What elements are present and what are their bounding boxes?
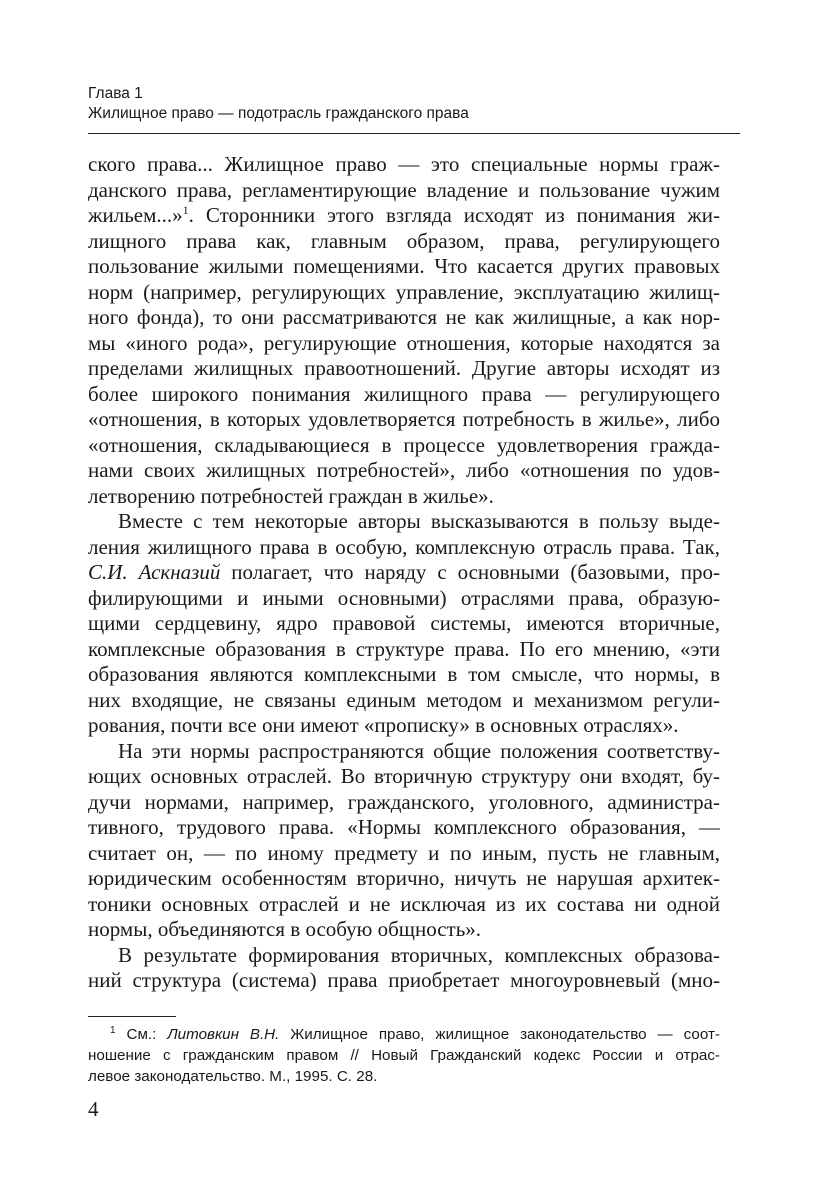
text-line: нормы, объединяются в особую общность». [88,917,482,941]
text-line: «отношения, складывающиеся в процессе удовлетворения гражда- [88,432,720,457]
footnote [88,1024,720,1087]
text-line: ний структура (система) права приобретает многоуровневый (мно- [88,968,720,992]
text-line: На эти нормы распространяются общие положения соответству- [118,738,720,763]
footnote-line [88,1024,720,1045]
text-line: щими сердцевину, ядро правовой системы, имеются вторичные, [88,611,720,635]
running-head [88,84,740,124]
text-line: тоники основных отраслей и не исключая из их состава ни одной [88,891,720,916]
text-line: мы «иного рода», регулирующие отношения, которые находятся за [88,330,720,355]
text-line: норм (например, регулирующих управление, эксплуатацию жилищ- [88,279,720,304]
text-line: лищного права как, главным образом, права, регулирующего [88,228,720,253]
text-line: комплексные образования в структуре права. По его мнению, «эти [88,636,720,661]
text-line: данского права, регламентирующие владение и пользование чужим [88,177,720,202]
text-line: «отношения, в которых удовлетворяется потребность в жилье», либо [88,407,720,431]
text-line: них входящие, не связаны единым методом и механизмом регули- [88,687,720,712]
text-line: Вместе с тем некоторые авторы высказываются в пользу выде- [118,509,720,533]
text-line: ющих основных отраслей. Во вторичную структуру они входят, бу- [88,764,720,788]
header-divider [88,133,740,134]
text-line: пользование жилыми помещениями. Что касается других правовых [88,254,720,278]
text-span: жильем...» [88,203,183,227]
main-text [88,152,720,994]
text-line: нами своих жилищных потребностей», либо «отношения по удов- [88,458,720,482]
text-span: Жилищное право, жилищное законодательство — соот- [279,1026,720,1043]
author-name: С.И. Аскназий [88,560,221,584]
footnote-mark: 1 [110,1024,116,1036]
footnote-line: левое законодательство. М., 1995. С. 28. [88,1068,378,1085]
text-line: рования, почти все они имеют «прописку» в основных отраслях». [88,713,679,737]
chapter-label: Глава 1 [88,85,143,102]
text-line: ского права... Жилищное право — это специальные нормы граж- [88,152,720,176]
text-line [88,203,720,229]
text-line: дучи нормами, например, гражданского, уголовного, администра- [88,789,720,814]
text-line [88,560,720,586]
text-span: полагает, что наряду с основными (базовыми, про- [220,560,720,584]
text-line: ления жилищного права в особую, комплексную отрасль права. Так, [88,534,720,559]
text-line: более широкого понимания жилищного права — регулирующего [88,381,720,406]
text-line: филирующими и иными основными) отраслями права, образую- [88,585,720,610]
text-line: считает он, — по иному предмету и по иным, пусть не главным, [88,840,720,865]
footnote-author: Литовкин В.Н. [167,1026,280,1043]
text-line: летворению потребностей граждан в жилье». [88,483,494,508]
text-span: См.: [115,1026,168,1043]
text-line: юридическим особенностям вторично, ничуть не нарушая архитек- [88,866,720,890]
text-line: пределами жилищных правоотношений. Другие авторы исходят из [88,356,720,380]
page-number: 4 [88,1097,99,1121]
text-line: тивного, трудового права. «Нормы комплексного образования, — [88,815,720,839]
text-line: ного фонда), то они рассматриваются не как жилищные, а как нор- [88,305,720,329]
chapter-title: Жилищное право — подотрасль гражданского права [88,105,469,122]
footnote-line: ношение с гражданским правом // Новый Гражданский кодекс России и отрас- [88,1047,720,1064]
footnote-ref[interactable]: 1 [182,203,189,217]
footnote-divider [88,1016,176,1017]
text-span: . Сторонники этого взгляда исходят из понимания жи- [188,203,720,227]
text-line: образования являются комплексными в том смысле, что нормы, в [88,662,720,686]
text-line: В результате формирования вторичных, комплексных образова- [118,942,720,967]
